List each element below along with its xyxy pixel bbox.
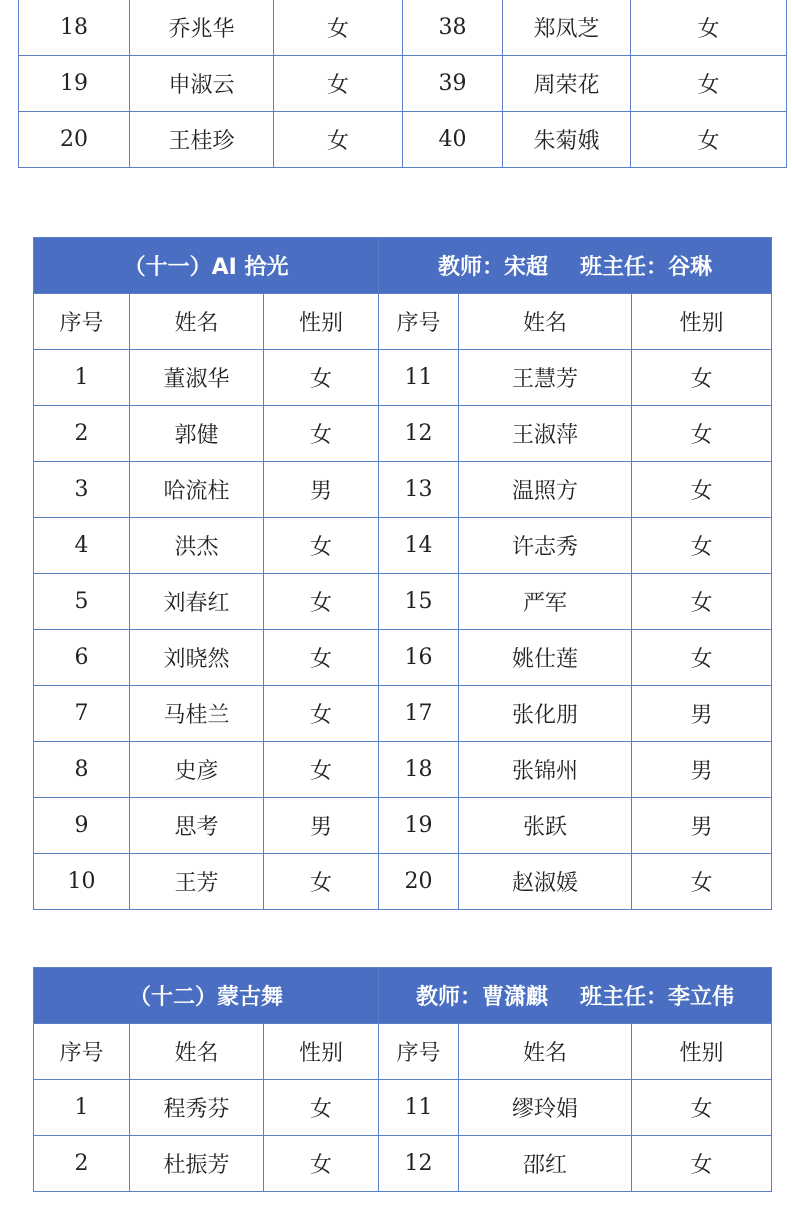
row-number: 20: [379, 854, 459, 910]
row-number: 3: [34, 462, 130, 518]
student-gender: 女: [632, 1080, 772, 1136]
student-name: 郭健: [130, 406, 264, 462]
row-number: 15: [379, 574, 459, 630]
row-number: 9: [34, 798, 130, 854]
roster-table-continued: [18, 0, 787, 168]
student-gender: 女: [264, 574, 379, 630]
column-header: 姓名: [459, 294, 632, 350]
student-gender: 女: [274, 0, 403, 56]
table-row: [34, 574, 772, 630]
student-gender: 女: [632, 350, 772, 406]
row-number: 11: [379, 350, 459, 406]
student-name: 乔兆华: [130, 0, 274, 56]
row-number: 11: [379, 1080, 459, 1136]
table-row: [34, 462, 772, 518]
class-staff: [379, 968, 772, 1024]
column-header: 性别: [632, 1024, 772, 1080]
student-name: 王慧芳: [459, 350, 632, 406]
student-name: 张锦州: [459, 742, 632, 798]
row-number: 18: [379, 742, 459, 798]
class-staff: [379, 238, 772, 294]
row-number: 4: [34, 518, 130, 574]
student-name: 刘晓然: [130, 630, 264, 686]
student-name: 洪杰: [130, 518, 264, 574]
student-name: 周荣花: [503, 56, 631, 112]
student-gender: 女: [632, 462, 772, 518]
table-row: [34, 798, 772, 854]
student-name: 郑凤芝: [503, 0, 631, 56]
table-row: [34, 854, 772, 910]
student-name: 温照方: [459, 462, 632, 518]
student-gender: 女: [631, 0, 787, 56]
row-number: 8: [34, 742, 130, 798]
class-header-row: [34, 238, 772, 294]
column-header: 序号: [34, 1024, 130, 1080]
student-name: 王淑萍: [459, 406, 632, 462]
row-number: 18: [19, 0, 130, 56]
column-header: 姓名: [459, 1024, 632, 1080]
table-row: [19, 56, 787, 112]
table-row: [34, 1080, 772, 1136]
student-name: 缪玲娟: [459, 1080, 632, 1136]
table-row: [34, 406, 772, 462]
student-gender: 女: [264, 1136, 379, 1192]
table-body: [34, 350, 772, 910]
column-header: 姓名: [130, 294, 264, 350]
column-header: 序号: [34, 294, 130, 350]
row-number: 14: [379, 518, 459, 574]
student-name: 刘春红: [130, 574, 264, 630]
student-name: 姚仕莲: [459, 630, 632, 686]
row-number: 16: [379, 630, 459, 686]
student-gender: 女: [274, 112, 403, 168]
student-name: 马桂兰: [130, 686, 264, 742]
student-name: 赵淑媛: [459, 854, 632, 910]
student-gender: 女: [632, 854, 772, 910]
head-teacher-label: 班主任：谷琳: [580, 255, 713, 280]
row-number: 10: [34, 854, 130, 910]
column-header: 姓名: [130, 1024, 264, 1080]
class-11-roster-table: [33, 237, 772, 910]
row-number: 20: [19, 112, 130, 168]
student-name: 许志秀: [459, 518, 632, 574]
column-header: 性别: [264, 1024, 379, 1080]
student-gender: 男: [632, 742, 772, 798]
table-body: [19, 0, 787, 168]
column-header: 序号: [379, 1024, 459, 1080]
student-gender: 女: [264, 518, 379, 574]
row-number: 2: [34, 1136, 130, 1192]
column-header: 性别: [264, 294, 379, 350]
table-row: [34, 1136, 772, 1192]
student-name: 邵红: [459, 1136, 632, 1192]
teacher-label: 教师：宋超: [438, 255, 549, 280]
column-header: 序号: [379, 294, 459, 350]
row-number: 39: [403, 56, 503, 112]
student-gender: 女: [632, 406, 772, 462]
row-number: 40: [403, 112, 503, 168]
table-row: [34, 686, 772, 742]
student-name: 思考: [130, 798, 264, 854]
row-number: 12: [379, 406, 459, 462]
student-gender: 女: [632, 1136, 772, 1192]
student-gender: 女: [264, 1080, 379, 1136]
row-number: 1: [34, 350, 130, 406]
student-name: 哈流柱: [130, 462, 264, 518]
student-gender: 男: [632, 798, 772, 854]
student-gender: 男: [264, 798, 379, 854]
column-header-row: [34, 1024, 772, 1080]
table-row: [34, 742, 772, 798]
row-number: 1: [34, 1080, 130, 1136]
row-number: 13: [379, 462, 459, 518]
class-title: （十二）蒙古舞: [34, 968, 379, 1024]
student-name: 王芳: [130, 854, 264, 910]
student-name: 朱菊娥: [503, 112, 631, 168]
class-12-roster-table: [33, 967, 772, 1192]
teacher-label: 教师：曹潇麒: [415, 985, 548, 1010]
student-name: 严军: [459, 574, 632, 630]
student-gender: 女: [264, 854, 379, 910]
student-name: 董淑华: [130, 350, 264, 406]
student-name: 张跃: [459, 798, 632, 854]
row-number: 19: [19, 56, 130, 112]
row-number: 19: [379, 798, 459, 854]
student-name: 王桂珍: [130, 112, 274, 168]
class-header-row: [34, 968, 772, 1024]
table-body: [34, 1080, 772, 1192]
student-gender: 女: [632, 574, 772, 630]
student-name: 史彦: [130, 742, 264, 798]
student-gender: 男: [264, 462, 379, 518]
row-number: 6: [34, 630, 130, 686]
row-number: 12: [379, 1136, 459, 1192]
table-row: [34, 350, 772, 406]
student-name: 申淑云: [130, 56, 274, 112]
row-number: 5: [34, 574, 130, 630]
column-header-row: [34, 294, 772, 350]
student-gender: 女: [631, 56, 787, 112]
student-gender: 男: [632, 686, 772, 742]
student-gender: 女: [264, 686, 379, 742]
student-gender: 女: [264, 742, 379, 798]
student-gender: 女: [264, 406, 379, 462]
student-gender: 女: [264, 350, 379, 406]
table-row: [34, 518, 772, 574]
student-name: 张化朋: [459, 686, 632, 742]
student-gender: 女: [632, 630, 772, 686]
row-number: 7: [34, 686, 130, 742]
student-name: 程秀芬: [130, 1080, 264, 1136]
row-number: 2: [34, 406, 130, 462]
student-gender: 女: [632, 518, 772, 574]
column-header: 性别: [632, 294, 772, 350]
student-gender: 女: [264, 630, 379, 686]
student-gender: 女: [631, 112, 787, 168]
head-teacher-label: 班主任：李立伟: [580, 985, 735, 1010]
row-number: 17: [379, 686, 459, 742]
class-title: （十一）AI 拾光: [34, 238, 379, 294]
row-number: 38: [403, 0, 503, 56]
student-gender: 女: [274, 56, 403, 112]
student-name: 杜振芳: [130, 1136, 264, 1192]
table-row: [19, 112, 787, 168]
table-row: [19, 0, 787, 56]
table-row: [34, 630, 772, 686]
